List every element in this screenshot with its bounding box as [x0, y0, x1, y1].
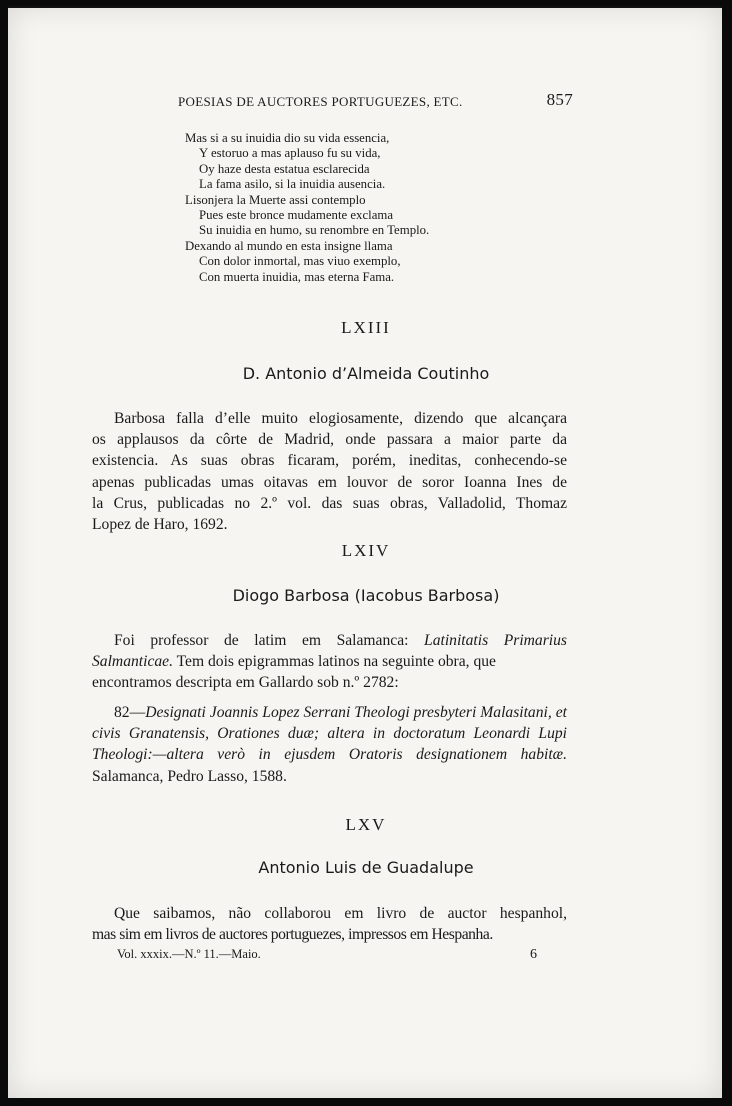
body-line: mas sim em livros de auctores portuguezes, impressos em Hespanha.: [92, 926, 493, 944]
verse-line: Pues este bronce mudamente exclama: [199, 208, 394, 223]
top-edge: [8, 6, 722, 8]
verse-line: La fama asilo, si la inuidia ausencia.: [199, 177, 386, 192]
verse-line: Su inuidia en humo, su renombre en Templo.: [199, 223, 430, 238]
body-line: existencia. As suas obras ficaram, porém, ineditas, conhecendo-se: [92, 452, 567, 470]
gathering-signature: 6: [530, 947, 537, 962]
body-line: os applausos da côrte de Madrid, onde passara a maior parte da: [92, 431, 567, 449]
section-numeral: LXIV: [341, 541, 391, 560]
bibliography-entry: [92, 702, 567, 787]
poem-stanza: [185, 131, 429, 285]
verse-line: Con dolor inmortal, mas viuo exemplo,: [199, 254, 401, 269]
body-line: Barbosa falla d’elle muito elogiosamente, dizendo que alcançara: [114, 410, 567, 427]
body-line: la Crus, publicadas no 2.º vol. das suas obras, Valladolid, Thomaz: [92, 494, 567, 512]
section-heading: Antonio Luis de Guadalupe: [258, 858, 474, 877]
section-body: [92, 630, 567, 694]
body-text-italic: Latinitatis Primarius Salmanticae.: [92, 632, 567, 671]
running-title: POESIAS DE AUCTORES PORTUGUEZES, ETC.: [178, 94, 463, 109]
volume-signature: Vol. xxxix.—N.º 11.—Maio.: [117, 947, 261, 961]
verse-line: Oy haze desta estatua esclarecida: [199, 161, 370, 176]
body-line: apenas publicadas umas oitavas em louvor de soror Ioanna Ines de: [92, 473, 567, 491]
page-number: 857: [546, 90, 573, 109]
entry-imprint: Salamanca, Pedro Lasso, 1588.: [92, 767, 287, 785]
section-body: [92, 408, 567, 535]
verse-line: Con muerta inuidia, mas eterna Fama.: [199, 269, 395, 284]
entry-title: Designati Joannis Lopez Serrani Theologi presbyteri Malasitani, et civis Granatensis, Orationes duæ; altera in doctoratum Leonardi Lupi Theologi:—altera verò in ejusdem Oratoris designationem habitæ.: [92, 704, 567, 764]
section-heading: D. Antonio d’Almeida Coutinho: [242, 364, 490, 383]
verse-line: Dexando al mundo en esta insigne llama: [185, 238, 393, 253]
body-text: Tem dois epigrammas latinos na seguinte obra, que: [172, 653, 496, 671]
section-heading: Diogo Barbosa (Iacobus Barbosa): [232, 586, 500, 605]
body-line: Que saibamos, não collaborou em livro de auctor hespanhol,: [114, 905, 567, 922]
entry-number: 82—: [114, 704, 146, 721]
section-numeral: LXV: [345, 815, 387, 834]
body-line: Lopez de Haro, 1692.: [92, 516, 228, 534]
body-text: encontramos descripta em Gallardo sob n.º 2782:: [92, 674, 399, 692]
body-text: Foi professor de latim em Salamanca:: [114, 632, 425, 649]
section-body: [92, 903, 567, 945]
page-footer: [117, 947, 537, 962]
section-numeral: LXIII: [341, 318, 391, 337]
verse-line: Y estoruo a mas aplauso fu su vida,: [199, 146, 381, 161]
verse-line: Lisonjera la Muerte assi contemplo: [185, 192, 366, 207]
verse-line: Mas si a su inuidia dio su vida essencia,: [185, 131, 390, 145]
